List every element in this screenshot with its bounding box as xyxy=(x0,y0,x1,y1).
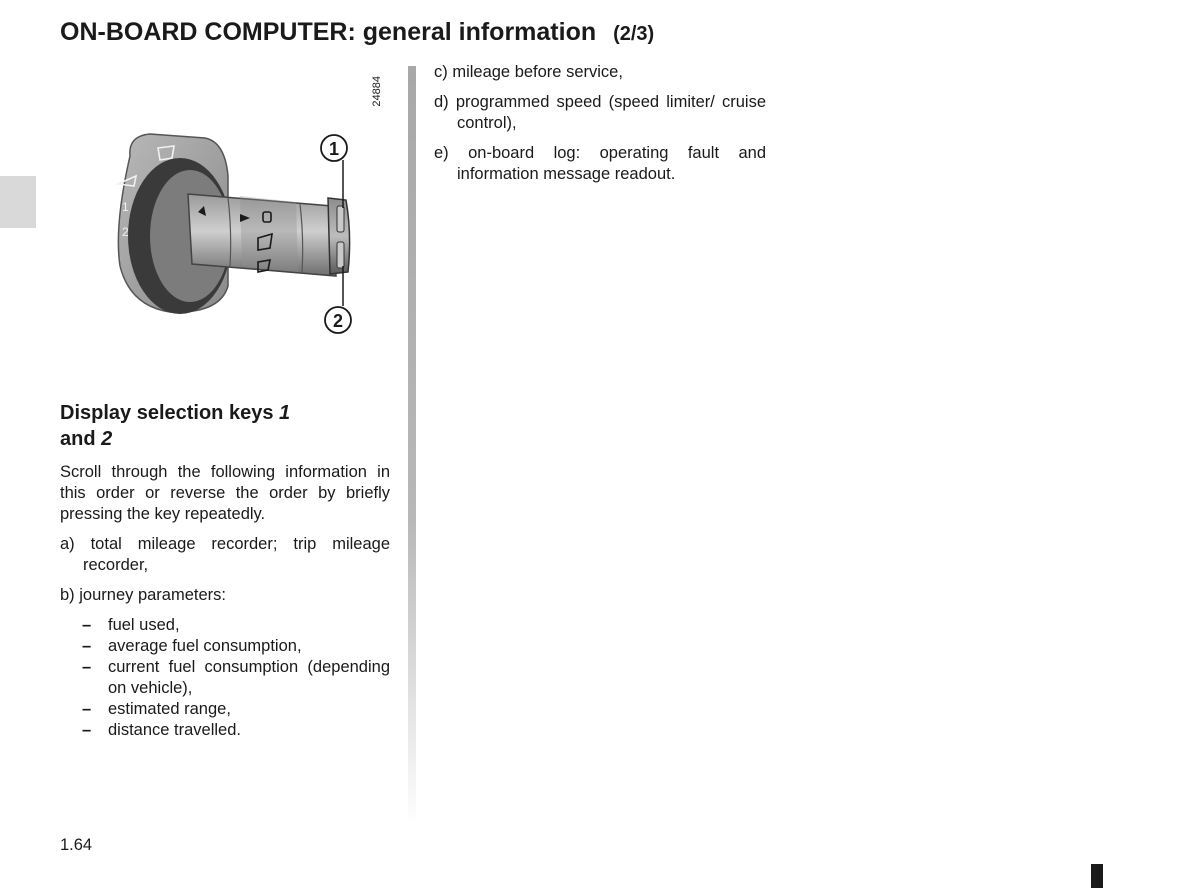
list-item: b) journey parameters: xyxy=(60,586,226,604)
key-2 xyxy=(337,242,344,268)
title-text: ON-BOARD COMPUTER: general information xyxy=(60,18,597,46)
figure-reference-number: 24884 xyxy=(371,76,383,107)
callout-2 xyxy=(325,307,351,333)
key-1 xyxy=(337,206,344,232)
stalk-illustration xyxy=(100,66,390,356)
callout-1-label: 1 xyxy=(328,139,340,159)
sub-list-item: – fuel used, xyxy=(82,616,180,634)
list-item: e) on-board log: operating fault and information message readout. xyxy=(434,144,766,183)
sub-list-item: – average fuel consumption, xyxy=(82,637,302,655)
column-divider xyxy=(408,66,416,826)
list-item: c) mileage before service, xyxy=(434,63,623,81)
page-corner-mark xyxy=(1091,864,1103,888)
callout-2-label: 2 xyxy=(332,311,344,331)
callout-1 xyxy=(321,135,347,161)
right-column xyxy=(434,62,766,194)
section-subheading: Display selection keys 1 and 2 xyxy=(60,402,291,450)
intro-paragraph: Scroll through the following information in this order or reverse the order by briefly pressing the key repeatedly. xyxy=(60,463,390,523)
sub-list-item: – distance travelled. xyxy=(82,721,241,739)
page-indicator: (2/3) xyxy=(613,23,655,45)
wiper-speed-2-label: 2 xyxy=(122,225,129,239)
left-column xyxy=(60,400,390,741)
section-tab-marker xyxy=(0,176,36,228)
sub-list-item: – estimated range, xyxy=(82,700,231,718)
list-item: d) programmed speed (speed limiter/ cruise control), xyxy=(434,93,766,132)
wiper-speed-1-label: 1 xyxy=(122,200,129,214)
page-number: 1.64 xyxy=(60,836,93,854)
page-title xyxy=(60,18,654,47)
list-item: a) total mileage recorder; trip mileage recorder, xyxy=(60,535,390,574)
journey-parameters-list xyxy=(82,615,390,741)
sub-list-item: – current fuel consumption (depending on vehicle), xyxy=(82,658,390,697)
